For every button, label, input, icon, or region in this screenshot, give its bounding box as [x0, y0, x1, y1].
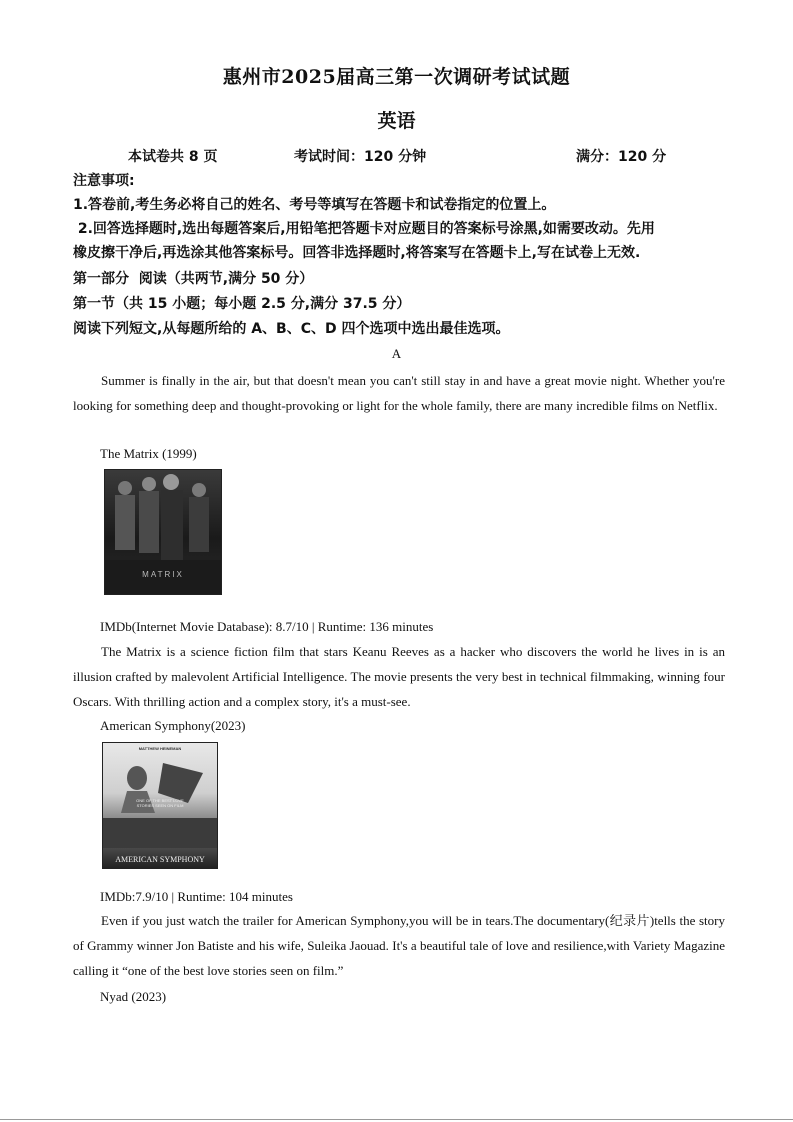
movie-title-matrix: The Matrix (1999): [100, 446, 197, 461]
passage-intro-text: Summer is finally in the air, but that doesn't mean you can't still stay in and have a great movie night. Whether you're looking for something deep and thought-provoking or light for the whole family, there are many incredible films on Netflix.: [73, 373, 725, 413]
passage-intro: [73, 368, 725, 418]
matrix-description-text: The Matrix is a science fiction film that stars Keanu Reeves as a hacker who discovers the world he lives in is an illusion crafted by malevolent Artificial Intelligence. The movie presents the very best in technical filmmaking, winning four Oscars. With thrilling action and a complex story, it's a must-see.: [73, 644, 725, 709]
page-count: 本试卷共 8 页: [128, 149, 218, 165]
notice-heading: 注意事项:: [73, 173, 135, 189]
notice-item-1: 1.答卷前,考生务必将自己的姓名、考号等填写在答题卡和试卷指定的位置上。: [73, 197, 556, 213]
section-heading: 第一节（共 15 小题；每小题 2.5 分,满分 37.5 分）: [73, 296, 411, 312]
full-score: 满分：120 分: [576, 149, 667, 165]
matrix-rating: IMDb(Internet Movie Database): 8.7/10 | Runtime: 136 minutes: [100, 619, 434, 634]
symphony-description-text: Even if you just watch the trailer for American Symphony,you will be in tears.The documentary(纪录片)tells the story of Grammy winner Jon Batiste and his wife, Suleika Jaouad. It's a beautiful tale of love and resilience,with Variety Magazine calling it “one of the best love stories seen on film.”: [73, 913, 725, 978]
matrix-description: [73, 639, 725, 714]
instruction: 阅读下列短文,从每题所给的 A、B、C、D 四个选项中选出最佳选项。: [73, 321, 510, 337]
symphony-poster-title: AMERICAN SYMPHONY: [115, 855, 205, 864]
movie-title-american-symphony: American Symphony(2023): [100, 718, 246, 733]
symphony-poster-director: MATTHEW HEINEMAN: [138, 746, 182, 751]
matrix-poster: [104, 469, 222, 595]
notice-item-2-line-1: 2.回答选择题时,选出每题答案后,用铅笔把答题卡对应题目的答案标号涂黑,如需要改动。先用: [73, 221, 655, 237]
exam-time: 考试时间：120 分钟: [294, 149, 427, 165]
part-heading: 第一部分 阅读（共两节,满分 50 分）: [73, 271, 314, 287]
exam-title: 惠州市2025届高三第一次调研考试试题: [222, 66, 571, 88]
passage-letter: A: [391, 346, 402, 361]
symphony-rating: IMDb:7.9/10 | Runtime: 104 minutes: [100, 889, 293, 904]
page-bottom-rule: [0, 1119, 793, 1120]
symphony-description: [73, 908, 725, 983]
american-symphony-poster: [102, 742, 218, 869]
notice-item-2-line-2: 橡皮擦干净后,再选涂其他答案标号。回答非选择题时,将答案写在答题卡上,写在试卷上无效.: [73, 245, 641, 261]
matrix-poster-title: MATRIX: [142, 570, 184, 579]
symphony-poster-quote: ONE OF THE BEST LOVE STORIES SEEN ON FILM: [136, 798, 184, 808]
movie-title-nyad: Nyad (2023): [100, 989, 167, 1004]
subject-title: 英语: [377, 110, 416, 132]
